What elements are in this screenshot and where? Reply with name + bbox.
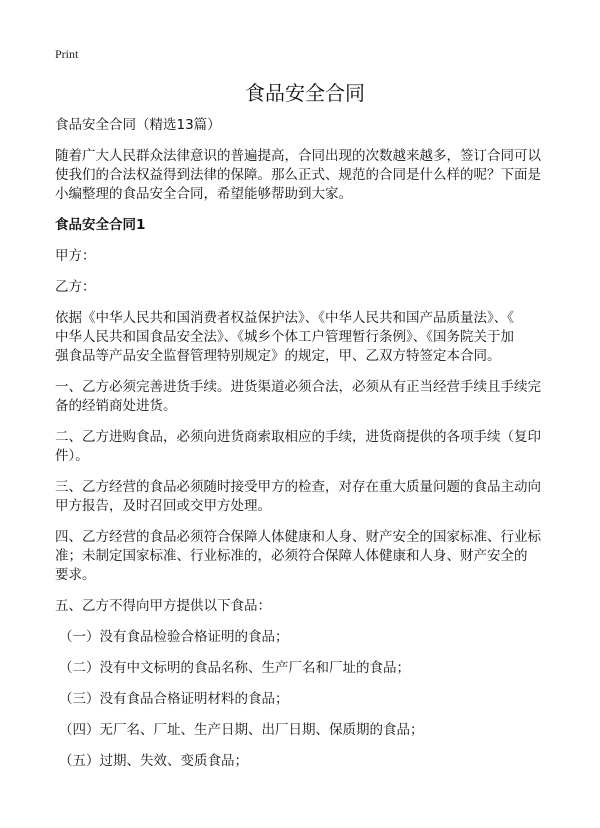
text-line: 件）。 [55,448,89,464]
clause-3 [55,478,555,516]
document-title: 食品安全合同 [245,81,365,105]
party-a: 甲方： [55,248,96,264]
section-heading: 食品安全合同1 [55,217,146,233]
text-line: 使我们的合法权益得到法律的保障。那么正式、规范的合同是什么样的呢？下面是 [55,167,541,183]
text-line: 甲方报告，及时召回或交甲方处理。 [55,498,271,514]
list-item: （一）没有食品检验合格证明的食品； [59,629,289,645]
list-item: （五）过期、失效、变质食品； [59,753,248,769]
text-line: 要求。 [55,567,96,583]
clause-1 [55,378,555,416]
text-line: 小编整理的食品安全合同，希望能够帮助到大家。 [55,186,352,202]
list-item: （四）无厂名、厂址、生产日期、出厂日期、保质期的食品； [59,722,424,738]
text-line: 五、乙方不得向甲方提供以下食品： [55,598,271,614]
clause-4 [55,528,555,585]
text-line: 三、乙方经营的食品必须随时接受甲方的检查，对存在重大质量问题的食品主动向 [55,479,541,495]
intro-paragraph [55,147,555,204]
party-b: 乙方： [55,279,96,295]
text-line: 依据《中华人民共和国消费者权益保护法》、《中华人民共和国产品质量法》、《 [55,310,514,326]
basis-paragraph [55,309,555,366]
list-item: （二）没有中文标明的食品名称、生产厂名和厂址的食品； [59,660,410,676]
text-line: 准；未制定国家标准、行业标准的，必须符合保障人体健康和人身、财产安全的 [55,548,528,564]
text-line: 强食品等产品安全监督管理特别规定》的规定，甲、乙双方特签定本合同。 [55,348,501,364]
text-line: 随着广大人民群众法律意识的普遍提高，合同出现的次数越来越多，签订合同可以 [55,148,541,164]
clause-2 [55,428,555,466]
list-item: （三）没有食品合格证明材料的食品； [59,691,289,707]
print-link[interactable]: Print [55,47,79,61]
clause-5 [55,597,555,616]
text-line: 二、乙方进购食品，必须向进货商索取相应的手续，进货商提供的各项手续（复印 [55,429,541,445]
text-line: 备的经销商处进货。 [55,398,177,414]
text-line: 中华人民共和国食品安全法》、《城乡个体工户管理暂行条例》、《国务院关于加 [55,329,514,345]
text-line: 一、乙方必须完善进货手续。进货渠道必须合法，必须从有正当经营手续且手续完 [55,379,541,395]
subtitle: 食品安全合同（精选13篇） [55,117,221,133]
document-body [55,80,555,783]
text-line: 四、乙方经营的食品必须符合保障人体健康和人身、财产安全的国家标准、行业标 [55,529,541,545]
